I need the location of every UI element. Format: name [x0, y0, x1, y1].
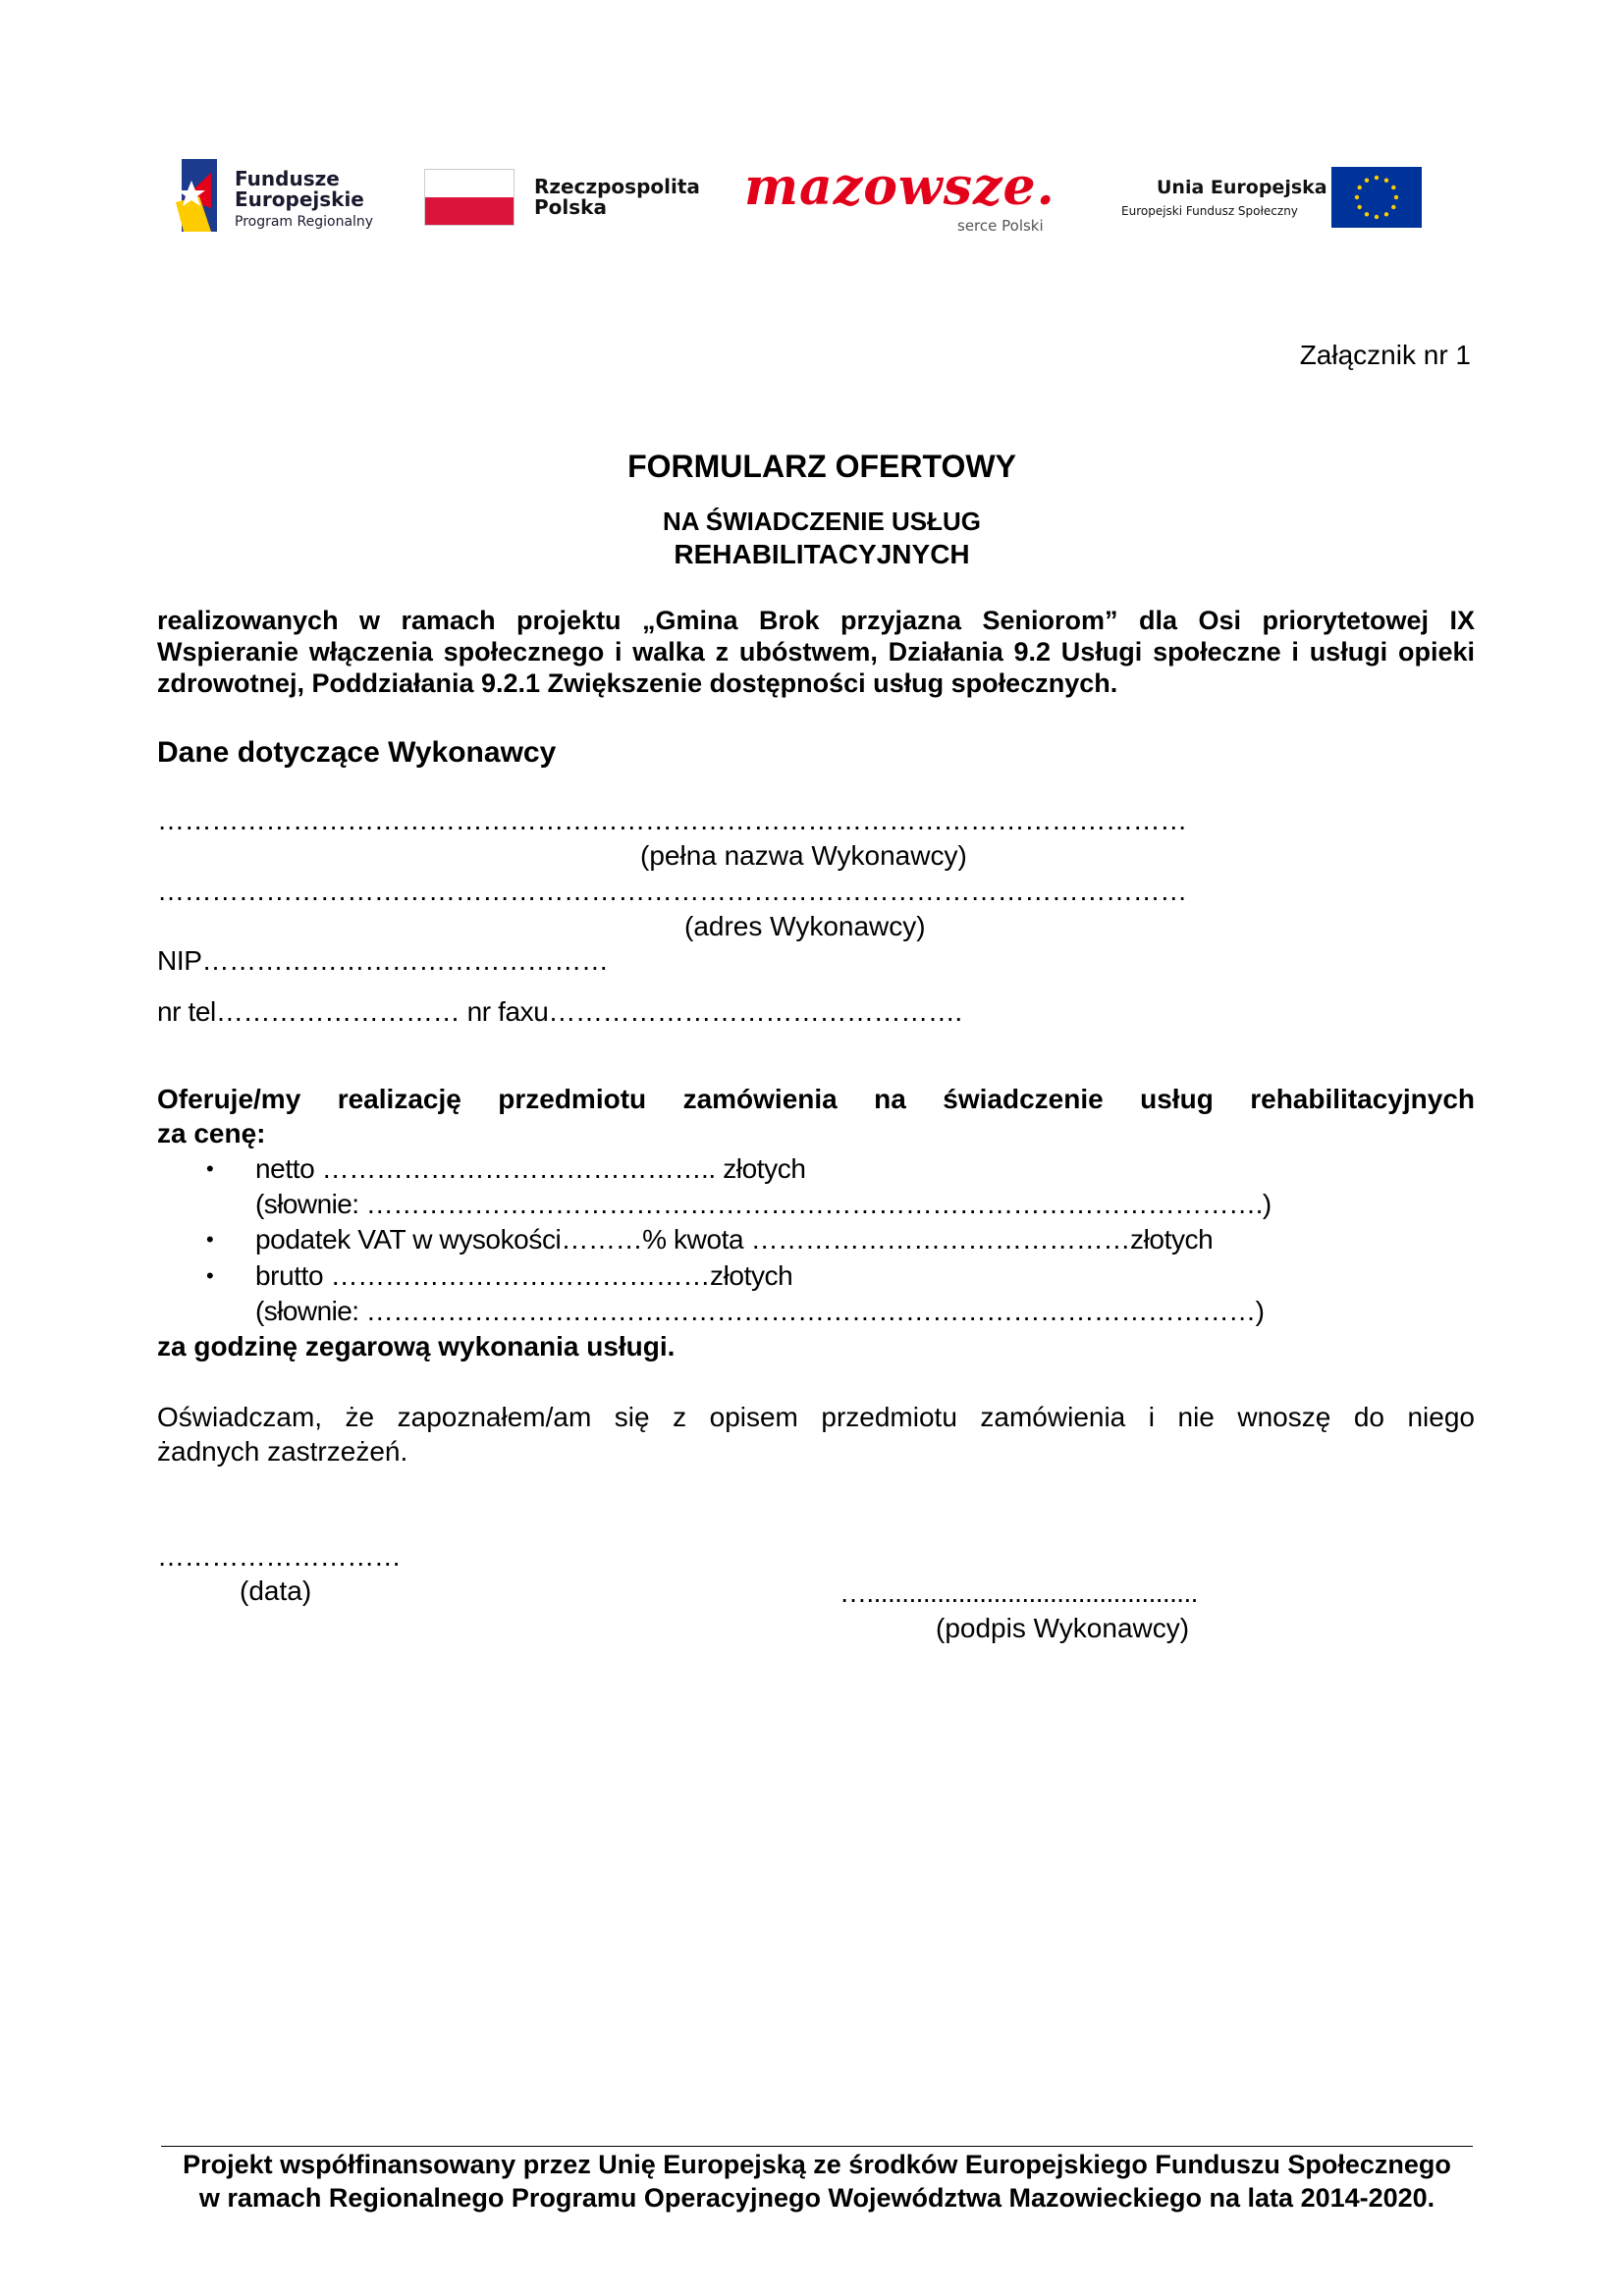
eu-star-icon — [1365, 178, 1369, 182]
eu-star-icon — [1375, 176, 1379, 180]
form-title: FORMULARZ OFERTOWY — [627, 449, 1016, 484]
footer-line-1: Projekt współfinansowany przez Unię Europejską ze środków Europejskiego Funduszu Społecznego — [183, 2150, 1451, 2179]
offer-brutto-words: (słownie: ………………………………………………………………………………………) — [255, 1296, 1265, 1326]
offer-netto-words: (słownie: ……………………………………………………………………………………….) — [255, 1189, 1272, 1219]
logo-bar — [0, 147, 1624, 245]
intro-line-2: Wspieranie włączenia społecznego i walka z ubóstwem, Działania 9.2 Usługi społeczne i usługi opieki — [157, 637, 1475, 667]
fundusze-europejskie-logo — [172, 155, 378, 236]
offer-brutto: brutto ……………………………………złotych — [255, 1260, 793, 1291]
form-subtitle-1: NA ŚWIADCZENIE USŁUG — [662, 507, 982, 536]
eu-star-icon — [1391, 205, 1395, 209]
bullet-vat: • — [206, 1227, 214, 1252]
date-line: ……………………… — [157, 1541, 402, 1572]
footer-divider — [161, 2146, 1473, 2147]
offer-netto: netto …………………………………….. złotych — [255, 1153, 806, 1184]
eu-flag-icon — [1331, 167, 1422, 228]
eu-star-icon — [1384, 212, 1388, 216]
declaration-line-1: Oświadczam, że zapoznałem/am się z opisem przedmiotu zamówienia i nie wnoszę do niego — [157, 1402, 1475, 1432]
intro-line-3: zdrowotnej, Poddziałania 9.2.1 Zwiększenie dostępności usług społecznych. — [157, 668, 1118, 698]
attachment-label: Załącznik nr 1 — [1299, 340, 1471, 370]
offer-line-1: Oferuje/my realizację przedmiotu zamówienia na świadczenie usług rehabilitacyjnych — [157, 1084, 1475, 1114]
footer-line-2: w ramach Regionalnego Programu Operacyjnego Województwa Mazowieckiego na lata 2014-2020. — [198, 2183, 1435, 2213]
declaration-line-2: żadnych zastrzeżeń. — [157, 1436, 408, 1467]
contractor-tel-fax: nr tel……………………… nr faxu………………………………………. — [157, 996, 962, 1027]
bullet-netto: • — [206, 1156, 214, 1181]
mazowsze-wordmark: mazowsze. — [744, 157, 1056, 217]
contractor-name-caption: (pełna nazwa Wykonawcy) — [640, 840, 967, 871]
eu-star-icon — [1357, 186, 1361, 189]
signature-caption: (podpis Wykonawcy) — [936, 1613, 1190, 1643]
fundusze-line2: Europejskie — [235, 187, 364, 211]
fundusze-line3: Program Regionalny — [235, 214, 374, 230]
mazowsze-tagline: serce Polski — [957, 217, 1044, 235]
bullet-brutto: • — [206, 1263, 214, 1288]
eu-star-icon — [1355, 195, 1359, 199]
rzeczpospolita-line2: Polska — [534, 195, 607, 219]
signature-line: …............................................... — [839, 1577, 1198, 1608]
date-caption: (data) — [240, 1575, 312, 1606]
intro-line-1: realizowanych w ramach projektu „Gmina Brok przyjazna Seniorom” dla Osi priorytetowej IX — [157, 606, 1475, 635]
eu-star-icon — [1375, 215, 1379, 219]
rzeczpospolita-line1: Rzeczpospolita — [534, 175, 700, 198]
eu-star-icon — [1365, 212, 1369, 216]
eu-star-icon — [1384, 178, 1388, 182]
fundusze-line1: Fundusze — [235, 167, 340, 190]
unia-europejska-logo — [1119, 163, 1429, 232]
rzeczpospolita-logo — [424, 163, 699, 232]
contractor-name-line: …………………………………………………………………………………………………… — [157, 805, 1187, 835]
mazowsze-logo — [744, 157, 1078, 236]
form-subtitle-2: REHABILITACYJNYCH — [674, 539, 970, 569]
eu-star-icon — [1394, 195, 1398, 199]
poland-flag-icon — [424, 169, 514, 226]
unia-line2: Europejski Fundusz Społeczny — [1121, 204, 1298, 218]
fundusze-star-icon — [172, 155, 219, 236]
offer-vat: podatek VAT w wysokości………% kwota ……………………………………złotych — [255, 1224, 1214, 1255]
offer-per-hour: za godzinę zegarową wykonania usługi. — [157, 1331, 676, 1362]
unia-line1: Unia Europejska — [1157, 177, 1327, 198]
contractor-address-line: …………………………………………………………………………………………………… — [157, 876, 1187, 906]
contractor-address-caption: (adres Wykonawcy) — [684, 911, 926, 941]
contractor-nip: NIP……………………………………… — [157, 945, 609, 976]
eu-star-icon — [1357, 205, 1361, 209]
offer-line-2: za cenę: — [157, 1118, 266, 1148]
contractor-heading: Dane dotyczące Wykonawcy — [157, 736, 557, 769]
eu-star-icon — [1391, 186, 1395, 189]
